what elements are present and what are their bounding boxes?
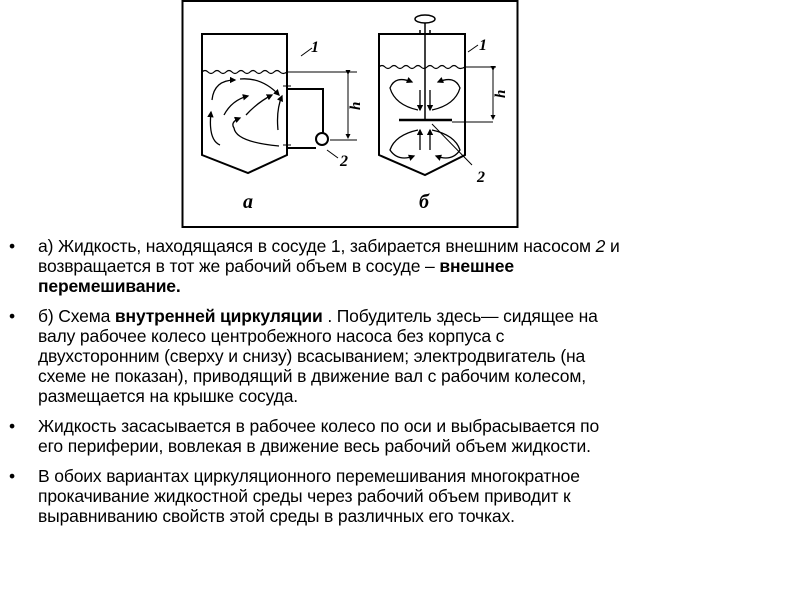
text: Жидкость засасывается в рабочее колесо по оси и выбрасывается по [38, 416, 600, 436]
text: прокачивание жидкостной среды через рабочий объем приводит к [38, 486, 571, 506]
label-height-b: h [493, 89, 509, 98]
text: схеме не показан), приводящий в движение вал с рабочим колесом, [38, 366, 586, 386]
text: б) Схема [38, 306, 115, 326]
bullet-external-mixing [0, 236, 800, 296]
caption-a: а [243, 191, 253, 213]
text: 2 [595, 236, 606, 256]
label-vessel-b: 1 [479, 37, 487, 54]
bullet-icon: • [9, 466, 15, 486]
bullet-icon: • [9, 306, 15, 326]
bullet-liquid-flow [0, 416, 800, 456]
bullet-list [0, 236, 800, 536]
label-pump: 2 [340, 153, 348, 170]
bullet-icon: • [9, 416, 15, 436]
text: а) Жидкость, находящаяся в сосуде 1, забирается внешним насосом [38, 236, 596, 256]
text: возвращается в тот же рабочий объем в сосуде – [38, 256, 440, 276]
text: двухсторонним (сверху и снизу) всасыванием; электродвигатель (на [38, 346, 586, 366]
text: и [605, 236, 620, 256]
text: выравниванию свойств этой среды в различных его точках. [38, 506, 515, 526]
bold-term: внутренней циркуляции [114, 306, 323, 326]
bullet-icon: • [9, 236, 15, 256]
text: . Побудитель здесь— сидящее на [322, 306, 598, 326]
bullet-internal-circulation [0, 306, 800, 406]
text: его периферии, вовлекая в движение весь рабочий объем жидкости. [38, 436, 591, 456]
bullet-conclusion [0, 466, 800, 526]
bold-term: перемешивание. [38, 276, 181, 296]
text: В обоих вариантах циркуляционного перемешивания многократное [38, 466, 580, 486]
bold-term: внешнее [439, 256, 514, 276]
caption-b: б [419, 191, 429, 213]
label-vessel-a: 1 [311, 39, 319, 56]
label-impeller: 2 [477, 169, 485, 186]
text: валу рабочее колесо центробежного насоса без корпуса с [38, 326, 505, 346]
text: размещается на крышке сосуда. [38, 386, 299, 406]
label-height-a: h [348, 101, 364, 110]
mixing-schemes-figure [0, 0, 800, 232]
